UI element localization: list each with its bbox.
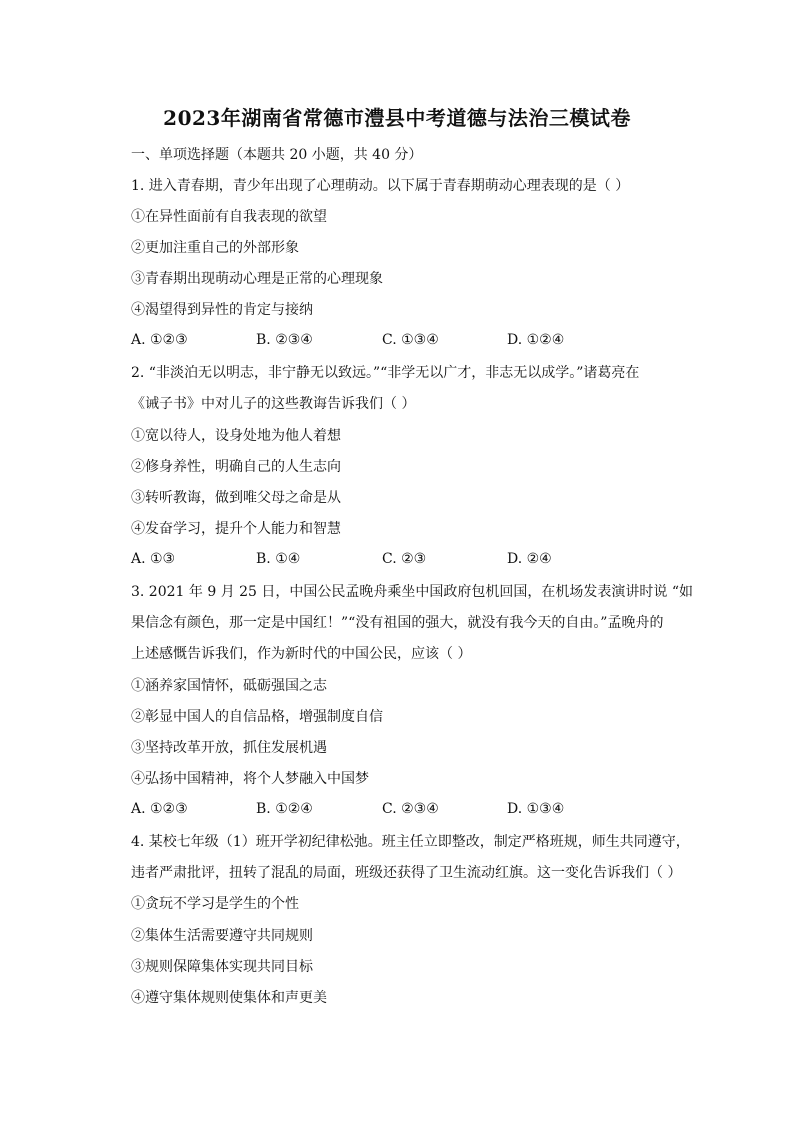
question-3-item-4: ④弘扬中国精神，将个人梦融入中国梦 bbox=[131, 771, 369, 787]
option-b: B. ①④ bbox=[256, 551, 301, 567]
question-1-item-1: ①在异性面前有自我表现的欲望 bbox=[131, 209, 327, 225]
page-title: 2023年湖南省常德市澧县中考道德与法治三模试卷 bbox=[163, 106, 631, 130]
question-1-stem: 1. 进入青春期，青少年出现了心理萌动。以下属于青春期萌动心理表现的是（ ） bbox=[131, 178, 630, 194]
option-d: D. ①③④ bbox=[507, 801, 565, 817]
question-4-item-3: ③规则保障集体实现共同目标 bbox=[131, 959, 313, 975]
question-1-item-4: ④渴望得到异性的肯定与接纳 bbox=[131, 302, 313, 318]
question-3-stem-line-1: 3. 2021 年 9 月 25 日，中国公民孟晚舟乘坐中国政府包机回国，在机场发表演讲时说 “如 bbox=[131, 584, 694, 600]
question-1-item-2: ②更加注重自己的外部形象 bbox=[131, 240, 299, 256]
option-c: C. ②③④ bbox=[382, 801, 439, 817]
option-a: A. ①③ bbox=[131, 551, 176, 567]
question-4-item-1: ①贪玩不学习是学生的个性 bbox=[131, 896, 299, 912]
question-3-stem-line-2: 果信念有颜色，那一定是中国红！”“没有祖国的强大，就没有我今天的自由。”孟晚舟的 bbox=[131, 615, 664, 631]
question-2-item-4: ④发奋学习，提升个人能力和智慧 bbox=[131, 521, 341, 537]
option-c: C. ①③④ bbox=[382, 332, 439, 348]
question-2-item-1: ①宽以待人，设身处地为他人着想 bbox=[131, 428, 341, 444]
question-2-item-2: ②修身养性，明确自己的人生志向 bbox=[131, 459, 341, 475]
option-a: A. ①②③ bbox=[131, 801, 188, 817]
question-4-item-4: ④遵守集体规则使集体和声更美 bbox=[131, 990, 327, 1006]
question-2-item-3: ③转听教诲，做到唯父母之命是从 bbox=[131, 490, 341, 506]
section-heading: 一、单项选择题（本题共 20 小题，共 40 分） bbox=[131, 147, 423, 163]
question-4-stem-line-2: 违者严肃批评，扭转了混乱的局面，班级还获得了卫生流动红旗。这一变化告诉我们（ ） bbox=[131, 865, 682, 881]
question-3-stem-line-3: 上述感慨告诉我们，作为新时代的中国公民，应该（ ） bbox=[131, 646, 472, 662]
question-3-item-1: ①涵养家国情怀，砥砺强国之志 bbox=[131, 678, 327, 694]
option-d: D. ①②④ bbox=[507, 332, 565, 348]
question-2-stem-line-2: 《诫子书》中对儿子的这些教诲告诉我们（ ） bbox=[131, 396, 416, 412]
option-b: B. ②③④ bbox=[256, 332, 313, 348]
question-3-item-2: ②彰显中国人的自信品格，增强制度自信 bbox=[131, 709, 383, 725]
option-b: B. ①②④ bbox=[256, 801, 313, 817]
question-1-item-3: ③青春期出现萌动心理是正常的心理现象 bbox=[131, 271, 383, 287]
option-c: C. ②③ bbox=[382, 551, 427, 567]
question-2-stem-line-1: 2. “非淡泊无以明志，非宁静无以致远。”“非学无以广才，非志无以成学。”诸葛亮在 bbox=[131, 365, 640, 381]
question-4-item-2: ②集体生活需要遵守共同规则 bbox=[131, 928, 313, 944]
question-3-item-3: ③坚持改革开放，抓住发展机遇 bbox=[131, 740, 327, 756]
option-d: D. ②④ bbox=[507, 551, 552, 567]
question-4-stem-line-1: 4. 某校七年级（1）班开学初纪律松弛。班主任立即整改，制定严格班规，师生共同遵守， bbox=[131, 834, 690, 850]
option-a: A. ①②③ bbox=[131, 332, 188, 348]
